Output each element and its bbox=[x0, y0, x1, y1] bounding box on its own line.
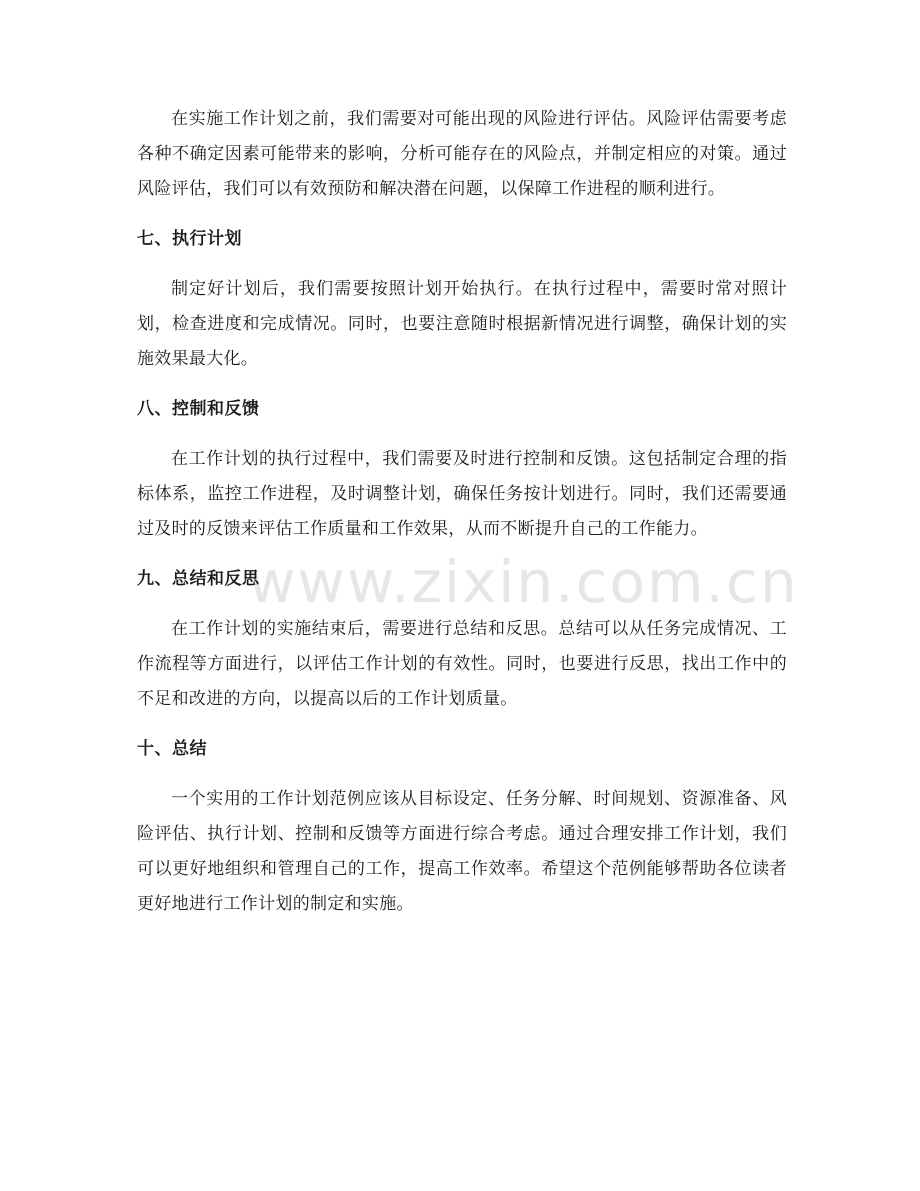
paragraph-control-feedback: 在工作计划的执行过程中，我们需要及时进行控制和反馈。这包括制定合理的指标体系，监控工作进程，及时调整计划，确保任务按计划进行。同时，我们还需要通过及时的反馈来评估工作质量和工作效果，从而不断提升自己的工作能力。 bbox=[137, 449, 787, 539]
heading-summary-reflection: 九、总结和反思 bbox=[137, 569, 260, 589]
heading-control-feedback: 八、控制和反馈 bbox=[137, 399, 260, 419]
heading-execute-plan: 七、执行计划 bbox=[137, 229, 242, 249]
paragraph-execute-plan: 制定好计划后，我们需要按照计划开始执行。在执行过程中，需要时常对照计划，检查进度和完成情况。同时，也要注意随时根据新情况进行调整，确保计划的实施效果最大化。 bbox=[137, 279, 787, 369]
paragraph-conclusion: 一个实用的工作计划范例应该从目标设定、任务分解、时间规划、资源准备、风险评估、执行计划、控制和反馈等方面进行综合考虑。通过合理安排工作计划，我们可以更好地组织和管理自己的工作，提高工作效率。希望这个范例能够帮助各位读者更好地进行工作计划的制定和实施。 bbox=[137, 789, 787, 914]
paragraph-summary-reflection: 在工作计划的实施结束后，需要进行总结和反思。总结可以从任务完成情况、工作流程等方面进行，以评估工作计划的有效性。同时，也要进行反思，找出工作中的不足和改进的方向，以提高以后的工作计划质量。 bbox=[137, 619, 787, 709]
paragraph-risk-assessment: 在实施工作计划之前，我们需要对可能出现的风险进行评估。风险评估需要考虑各种不确定因素可能带来的影响，分析可能存在的风险点，并制定相应的对策。通过风险评估，我们可以有效预防和解决潜在问题，以保障工作进程的顺利进行。 bbox=[137, 109, 787, 199]
heading-conclusion: 十、总结 bbox=[137, 739, 207, 759]
document-body bbox=[137, 102, 787, 922]
watermark-text: www.zixin.com.cn bbox=[248, 548, 799, 616]
